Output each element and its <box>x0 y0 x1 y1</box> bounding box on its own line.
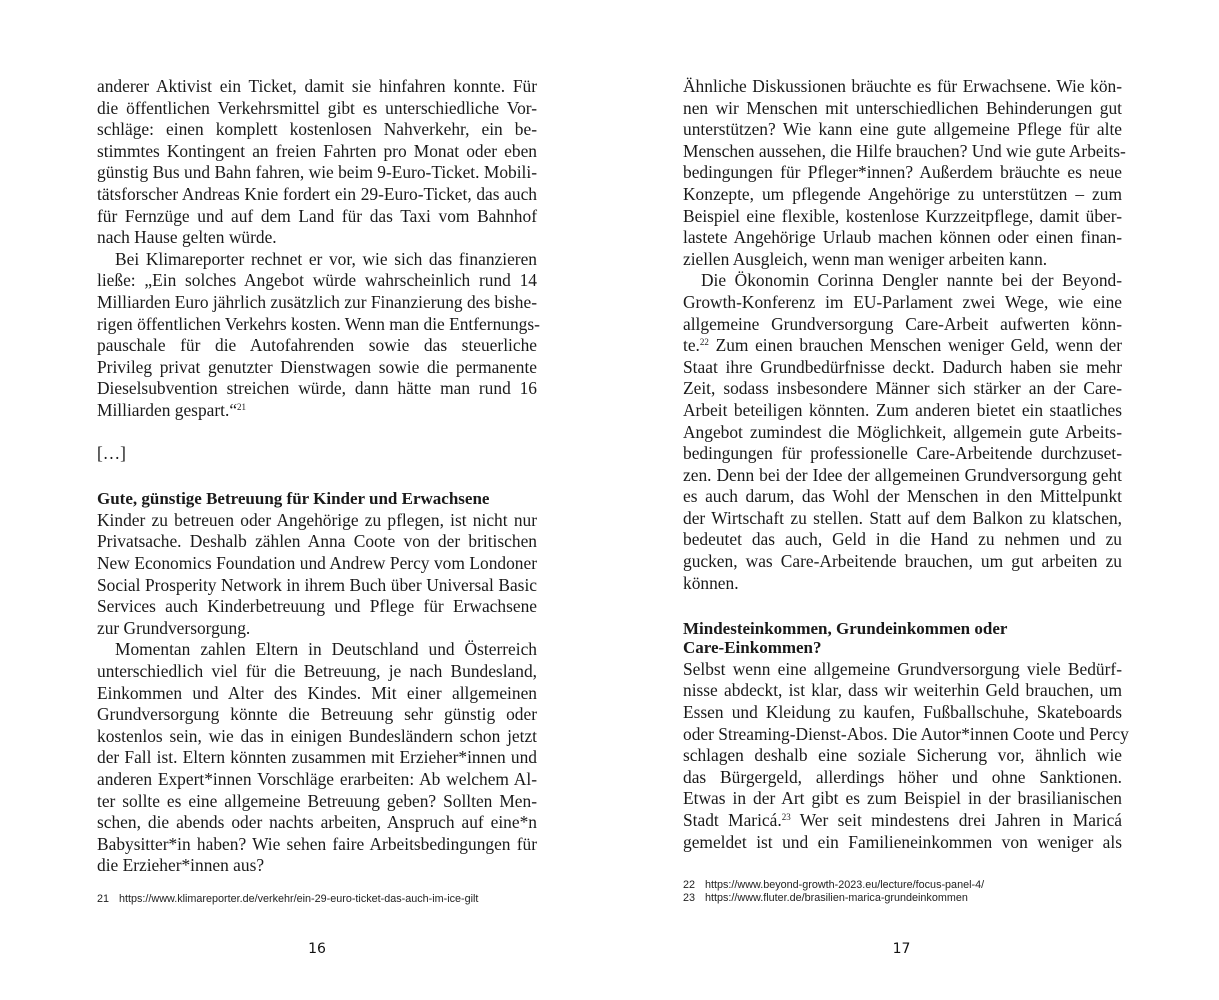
text-line: oder Streaming-Dienst-Abos. Die Autor*innen Coote und Percy <box>683 723 1129 744</box>
paragraph <box>97 510 537 640</box>
text-line: Social Prosperity Network in ihrem Buch über Universal Basic <box>97 574 537 595</box>
text-line: anderen Expert*innen Vorschläge erarbeiten: Ab welchem Al- <box>97 768 537 789</box>
paragraph <box>97 639 537 877</box>
text-line: schlagen deshalb eine soziale Sicherung vor, ähnlich wie <box>683 745 1122 766</box>
text-line: Ähnliche Diskussionen bräuchte es für Erwachsene. Wie kön- <box>683 76 1122 96</box>
footnote <box>683 892 984 905</box>
spacer <box>683 594 1122 616</box>
text-line: Die Ökonomin Corinna Dengler nannte bei der Beyond- <box>701 270 1122 291</box>
text-line: Zeit, sodass insbesondere Männer sich stärker an der Care- <box>683 378 1122 399</box>
text-line: gemeldet ist und ein Familieneinkommen von weniger als <box>683 831 1122 852</box>
text-line: pauschale für die Autofahrenden sowie das steuerliche <box>97 335 537 356</box>
text-line: New Economics Foundation und Andrew Percy vom Londoner <box>97 552 537 573</box>
text-line: ziellen Ausgleich, wenn man weniger arbeiten kann. <box>683 248 1048 269</box>
text-line: der Fall ist. Eltern könnten zusammen mit Erzieher*innen und <box>97 747 537 768</box>
text-line: Essen und Kleidung zu kaufen, Fußballschuhe, Skateboards <box>683 702 1122 723</box>
text-line <box>683 335 1122 357</box>
page-number: 16 <box>308 941 326 957</box>
text-line: Milliarden Euro jährlich zusätzlich zur Finanzierung des bishe- <box>97 291 537 312</box>
text-line: Babysitter*in haben? Wie sehen faire Arbeitsbedingungen für <box>97 833 537 854</box>
text-line: Beispiel eine flexible, kostenlose Kurzzeitpflege, damit über- <box>683 205 1122 226</box>
text-line: ter sollte es eine allgemeine Betreuung geben? Sollten Men- <box>97 790 537 811</box>
text-line: schen, die abends oder nachts arbeiten, Anspruch auf eine*n <box>97 812 537 833</box>
text-line: Einkommen und Alter des Kindes. Mit einer allgemeinen <box>97 682 537 703</box>
text-fragment: Stadt Maricá. <box>683 810 782 830</box>
left-page <box>0 0 609 1000</box>
text-line: Growth-Konferenz im EU-Parlament zwei Wege, wie eine <box>683 291 1122 312</box>
text-line: tätsforscher Andreas Knie fordert ein 29-Euro-Ticket, das auch <box>97 183 537 204</box>
text-line: der Wirtschaft zu stellen. Statt auf dem Balkon zu klatschen, <box>683 507 1122 528</box>
text-line: Kinder zu betreuen oder Angehörige zu pflegen, ist nicht nur <box>97 509 537 530</box>
ellipsis-marker: […] <box>97 443 126 464</box>
footnote-reference[interactable]: 22 <box>699 337 709 348</box>
text-line <box>97 400 537 422</box>
text-line: nisse abdeckt, ist klar, dass wir weiterhin Geld brauchen, um <box>683 680 1122 701</box>
right-page <box>609 0 1218 1000</box>
text-line: können. <box>683 572 739 593</box>
text-line: unterstützen? Wie kann eine gute allgemeine Pflege für alte <box>683 119 1122 140</box>
text-line: zur Grundversorgung. <box>97 617 251 638</box>
paragraph <box>683 658 1129 853</box>
footnote-link[interactable]: https://www.klimareporter.de/verkehr/ein-29-euro-ticket-das-auch-im-ice-gilt <box>119 893 479 905</box>
text-line: bedeutet das auch, Geld in die Hand zu nehmen und zu <box>683 529 1122 550</box>
section-heading-line: Mindesteinkommen, Grundeinkommen oder <box>683 618 1008 638</box>
section-heading <box>683 619 1122 658</box>
footnotes <box>683 879 984 905</box>
text-line: Momentan zahlen Eltern in Deutschland und Österreich <box>115 639 537 660</box>
text-line: lastete Angehörige Urlaub machen können oder einen finan- <box>683 227 1122 248</box>
text-line: rigen öffentlichen Verkehrs kosten. Wenn man die Entfernungs- <box>97 313 540 334</box>
footnote <box>683 879 984 892</box>
page-number: 17 <box>892 941 911 957</box>
text-line: nach Hause gelten würde. <box>97 227 277 248</box>
text-line: zen. Denn bei der Idee der allgemeinen Grundversorgung geht <box>683 464 1122 485</box>
text-line: Etwas in der Art gibt es zum Beispiel in der brasilianischen <box>683 788 1122 809</box>
text-line: für Fernzüge und auf dem Land für das Taxi vom Bahnhof <box>97 205 537 226</box>
text-line <box>683 810 1122 832</box>
text-line: Menschen aussehen, die Hilfe brauchen? Und wie gute Arbeits- <box>683 140 1126 161</box>
text-line: es auch darum, das Wohl der Menschen in den Mittelpunkt <box>683 486 1122 507</box>
text-line: Selbst wenn eine allgemeine Grundversorgung viele Bedürf- <box>683 658 1122 679</box>
paragraph <box>683 76 1126 270</box>
section-heading: Gute, günstige Betreuung für Kinder und Erwachsene <box>97 489 490 509</box>
footnote-number: 22 <box>683 879 696 891</box>
spacer <box>97 422 537 444</box>
text-line: das Bürgergeld, allerdings höher und ohne Sanktionen. <box>683 766 1122 787</box>
section-heading-line: Care-Einkommen? <box>683 638 822 658</box>
footnote <box>97 893 478 906</box>
text-line: Privileg privat genutzter Dienstwagen sowie die permanente <box>97 356 537 377</box>
text-line: stimmtes Kontingent an freien Fahrten pro Monat oder eben <box>97 140 537 161</box>
text-line: allgemeine Grundversorgung Care-Arbeit aufwerten könn- <box>683 313 1122 334</box>
text-line: ließe: „Ein solches Angebot würde wahrscheinlich rund 14 <box>97 270 537 291</box>
text-line: Arbeit beteiligen könnten. Zum anderen bietet ein staatliches <box>683 399 1122 420</box>
text-fragment: Milliarden gespart.“ <box>97 399 238 420</box>
text-line: Grundversorgung könnte die Betreuung sehr günstig oder <box>97 704 537 725</box>
text-line: unterschiedlich viel für die Betreuung, je nach Bundesland, <box>97 660 537 681</box>
text-line: die öffentlichen Verkehrsmittel gibt es unterschiedliche Vor- <box>97 97 537 118</box>
paragraph <box>683 270 1122 594</box>
footnotes <box>97 893 478 906</box>
text-line: günstig Bus und Bahn fahren, wie beim 9-Euro-Ticket. Mobili- <box>97 162 537 183</box>
text-line: die Erzieher*innen aus? <box>97 855 265 876</box>
text-line: gucken, was Care-Arbeitende brauchen, um gut arbeiten zu <box>683 551 1122 572</box>
footnote-link[interactable]: https://www.fluter.de/brasilien-marica-grundeinkommen <box>705 892 968 904</box>
text-line: Staat ihre Grundbedürfnisse deckt. Dadurch haben sie mehr <box>683 356 1122 377</box>
text-fragment: te. <box>683 335 700 356</box>
footnote-number: 23 <box>683 892 696 904</box>
text-line: bedingungen für Pfleger*innen? Außerdem bräuchte es neue <box>683 162 1122 183</box>
right-text-column <box>683 76 1129 853</box>
paragraph <box>97 248 540 422</box>
text-line: Konzepte, um pflegende Angehörige zu unterstützen – zum <box>683 183 1122 204</box>
footnote-link[interactable]: https://www.beyond-growth-2023.eu/lecture/focus-panel-4/ <box>705 879 985 891</box>
text-line: Services auch Kinderbetreuung und Pflege für Erwachsene <box>97 596 537 617</box>
text-line: Privatsache. Deshalb zählen Anna Coote von der britischen <box>97 531 537 552</box>
text-line: Angebot zumindest die Möglichkeit, allgemein gute Arbeits- <box>683 421 1122 442</box>
left-text-column <box>97 76 540 877</box>
footnote-reference[interactable]: 23 <box>781 812 791 822</box>
text-line: schläge: einen komplett kostenlosen Nahverkehr, ein be- <box>97 119 537 140</box>
spacer <box>97 465 537 487</box>
text-line: Bei Klimareporter rechnet er vor, wie sich das finanzieren <box>115 248 537 269</box>
text-fragment: Wer seit mindestens drei Jahren in Maricá <box>790 810 1123 830</box>
text-line: anderer Aktivist ein Ticket, damit sie hinfahren konnte. Für <box>97 76 537 96</box>
text-line: bedingungen für professionelle Care-Arbeitende durchzuset- <box>683 443 1122 464</box>
text-line: nen wir Menschen mit unterschiedlichen Behinderungen gut <box>683 97 1122 118</box>
footnote-number: 21 <box>97 893 110 905</box>
text-line: Dieselsubvention streichen würde, dann hätte man rund 16 <box>97 378 537 399</box>
footnote-reference[interactable]: 21 <box>237 401 247 412</box>
text-line: kostenlos sein, wie das in einigen Bundesländern schon jetzt <box>97 725 537 746</box>
text-fragment: Zum einen brauchen Menschen weniger Geld, wenn der <box>708 335 1122 356</box>
paragraph <box>97 76 537 249</box>
